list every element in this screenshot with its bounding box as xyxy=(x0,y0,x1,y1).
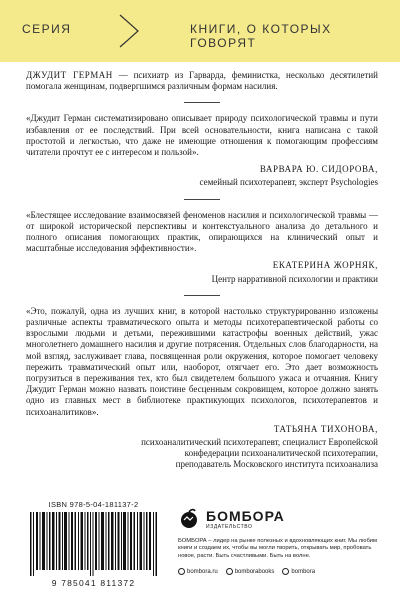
publisher-logo-icon xyxy=(178,508,200,530)
publisher-description: БОМБОРА – лидер на рынке полезных и вдохновляющих книг. Мы любим книги и создаем их, чтобы вы могли творить, открывать мир, пробовать новое, расти. Быть счастливыми. Быть на волне. xyxy=(178,538,378,559)
reviewer-role: Центр нарративной психологии и практики xyxy=(211,273,378,284)
divider xyxy=(184,199,220,200)
social-telegram-label: bombora xyxy=(291,568,316,575)
publisher-logo-word: БОМБОРА xyxy=(206,507,285,524)
isbn-number: ISBN 978-5-04-181137-2 xyxy=(48,500,139,509)
author-intro xyxy=(26,70,378,92)
social-vk-label: bomborabooks xyxy=(234,568,275,575)
social-website-label: bombora.ru xyxy=(187,568,218,575)
reviewer-role-line: преподаватель Московского института психоанализа xyxy=(175,459,378,470)
telegram-icon xyxy=(282,568,289,575)
back-cover-text xyxy=(26,70,378,470)
review-quote: «Блестящее исследование взаимосвязей феноменов насилия и психологической травмы — от широкой исторической перспективы и контекстуального анализа до детального и полного описания помогающих практик, опирающихся на клинический опыт и масштабные исследования эффективности». xyxy=(26,209,378,254)
reviewer-name: ВАРВАРА Ю. СИДОРОВА, xyxy=(259,164,378,175)
reviewer-role-line: психоаналитический психотерапевт, специалист Европейской xyxy=(141,437,378,448)
globe-icon xyxy=(178,568,185,575)
social-vk xyxy=(226,568,275,575)
author-bio: — психиатр из Гарварда, феминистка, несколько десятилетий помогала женщинам, подвергшимся различным формам насилия. xyxy=(26,70,379,92)
author-name: ДЖУДИТ ГЕРМАН xyxy=(26,70,113,80)
isbn-block xyxy=(26,500,161,592)
publisher-socials xyxy=(178,568,378,575)
review-quote: «Это, пожалуй, одна из лучших книг, в которой настолько структурированно изложены различные аспекты травматического опыта и методы психотерапевтической работы со взрослыми людьми и детьми, пережившими катастрофы военных действий, ужас многолетнего домашнего насилия и другие потрясения. Отдельных слов благодарности, на мой взгляд, заслуживает глава, посвященная роли окружения, которое помогает человеку пережить травматический опыт или, наоборот, отягчает его. Это дает возможность погрузиться в переживания тех, кто был свидетелем большого ужаса и отчаяния. Книгу Джудит Герман можно назвать поистине бесценным сокровищем, которое должно занять одно из главных мест в библиотеке практикующих психологов, психотерапевтов и психоаналитиков». xyxy=(26,305,378,417)
series-name: КНИГИ, О КОТОРЫХ ГОВОРЯТ xyxy=(190,22,332,50)
social-telegram xyxy=(282,568,315,575)
reviewer-role-line: конфедерации психоаналитической психотерапии, xyxy=(184,448,378,459)
publisher-logo xyxy=(178,508,378,530)
review-quote: «Джудит Герман систематизировано описывает природу психологической травмы и пути избавления от ее последствий. При всей основательности, книга написана с такой простотой и легкостью, что даже не имеющие отношения к помогающим профессиям читатели прочтут ее с интересом и пользой». xyxy=(26,113,378,158)
publisher-logo-subtitle: ИЗДАТЕЛЬСТВО xyxy=(206,523,253,530)
reviewer-role: семейный психотерапевт, эксперт Psychologies xyxy=(199,177,378,188)
divider xyxy=(184,102,220,103)
social-website xyxy=(178,568,218,575)
reviewer-name: ЕКАТЕРИНА ЖОРНЯК, xyxy=(272,260,378,271)
reviewer-name: ТАТЬЯНА ТИХОНОВА, xyxy=(273,423,378,434)
barcode-digits: 9 785041 811372 xyxy=(51,578,136,588)
publisher-block xyxy=(178,508,378,575)
barcode xyxy=(30,512,158,576)
series-banner xyxy=(0,0,400,62)
vk-icon xyxy=(226,568,233,575)
reviewer-role xyxy=(26,435,378,470)
divider xyxy=(184,295,220,296)
series-label: СЕРИЯ xyxy=(22,22,72,36)
chevron-right-icon xyxy=(118,14,140,48)
